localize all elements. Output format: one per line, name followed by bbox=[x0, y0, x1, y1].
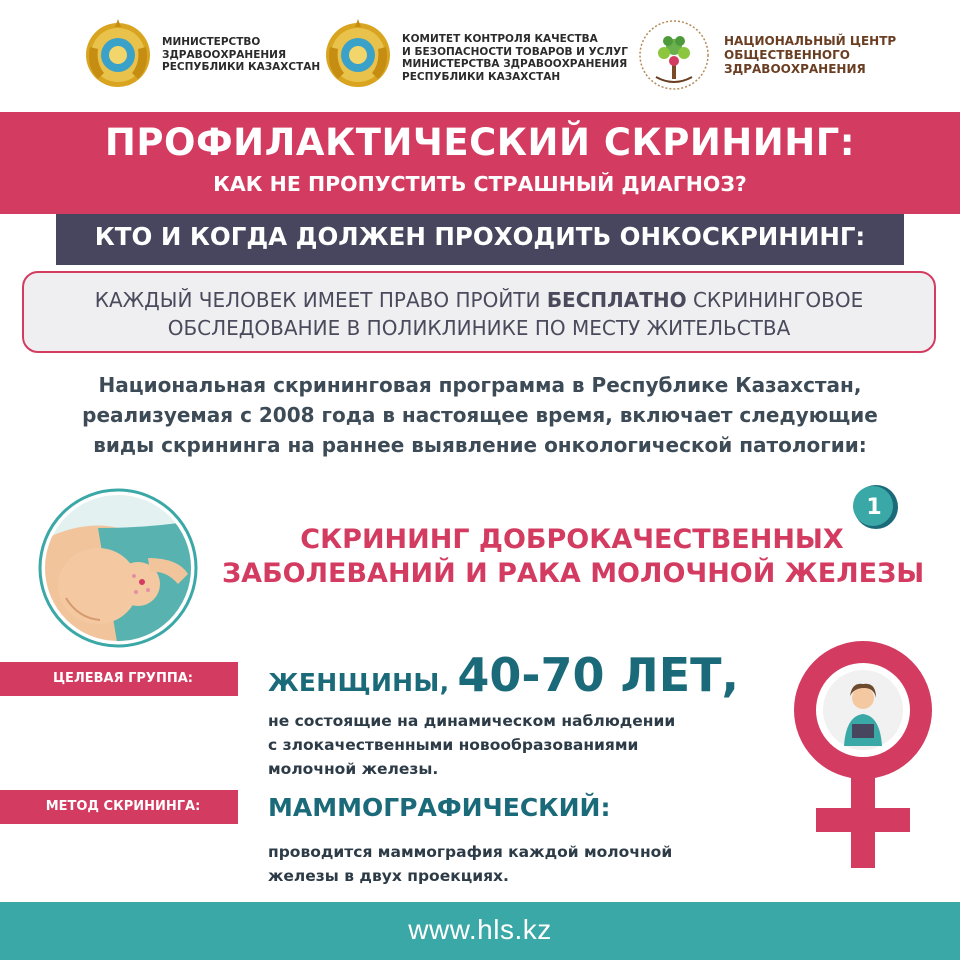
org1-name: МИНИСТЕРСТВО ЗДРАВООХРАНЕНИЯ РЕСПУБЛИКИ КАЗАХСТАН bbox=[162, 36, 321, 73]
target-group-description: не состоящие на динамическом наблюдении с злокачественными новообразованиями молочной железы. bbox=[268, 712, 676, 778]
method-value: МАММОГРАФИЧЕСКИЙ: bbox=[268, 793, 611, 822]
org3-name: НАЦИОНАЛЬНЫЙ ЦЕНТР ОБЩЕСТВЕННОГО ЗДРАВООХРАНЕНИЯ bbox=[724, 34, 897, 76]
free-screening-notice: КАЖДЫЙ ЧЕЛОВЕК ИМЕЕТ ПРАВО ПРОЙТИ БЕСПЛАТНО СКРИНИНГОВОЕ ОБСЛЕДОВАНИЕ В ПОЛИКЛИНИКЕ ПО МЕСТУ ЖИТЕЛЬСТВА bbox=[22, 271, 936, 353]
target-age: 40-70 ЛЕТ, bbox=[457, 648, 740, 702]
page-title: ПРОФИЛАКТИЧЕСКИЙ СКРИНИНГ: bbox=[104, 121, 856, 164]
kz-emblem-icon bbox=[84, 17, 152, 93]
who-heading: КТО И КОГДА ДОЛЖЕН ПРОХОДИТЬ ОНКОСКРИНИНГ: bbox=[94, 222, 866, 251]
method-label: МЕТОД СКРИНИНГА: bbox=[0, 790, 238, 824]
free-emphasis: БЕСПЛАТНО bbox=[546, 288, 687, 312]
screening-title: СКРИНИНГ ДОБРОКАЧЕСТВЕННЫХ ЗАБОЛЕВАНИЙ И РАКА МОЛОЧНОЙ ЖЕЛЕЗЫ bbox=[222, 524, 925, 589]
method-description: проводится маммография каждой молочной железы в двух проекциях. bbox=[268, 843, 673, 885]
website-link[interactable]: www.hls.kz bbox=[408, 914, 552, 945]
intro-paragraph: Национальная скрининговая программа в Республике Казахстан, реализуемая с 2008 года в настоящее время, включает следующие виды скрининга на раннее выявление онкологической патологии: bbox=[82, 373, 878, 457]
target-group-label: ЦЕЛЕВАЯ ГРУППА: bbox=[0, 662, 238, 696]
breast-exam-illustration-icon bbox=[38, 488, 198, 648]
screening-number: 1 bbox=[866, 495, 882, 520]
ncph-tree-logo-icon bbox=[636, 17, 712, 93]
org2-name: КОМИТЕТ КОНТРОЛЯ КАЧЕСТВА И БЕЗОПАСНОСТИ ТОВАРОВ И УСЛУГ МИНИСТЕРСТВА ЗДРАВООХРАНЕНИЯ РЕСПУБЛИКИ КАЗАХСТАН bbox=[402, 33, 628, 83]
target-group-value: ЖЕНЩИНЫ, 40-70 ЛЕТ, bbox=[268, 648, 740, 702]
page-subtitle: КАК НЕ ПРОПУСТИТЬ СТРАШНЫЙ ДИАГНОЗ? bbox=[213, 172, 747, 196]
kz-emblem-icon bbox=[324, 17, 392, 93]
venus-symbol-icon bbox=[788, 640, 938, 870]
